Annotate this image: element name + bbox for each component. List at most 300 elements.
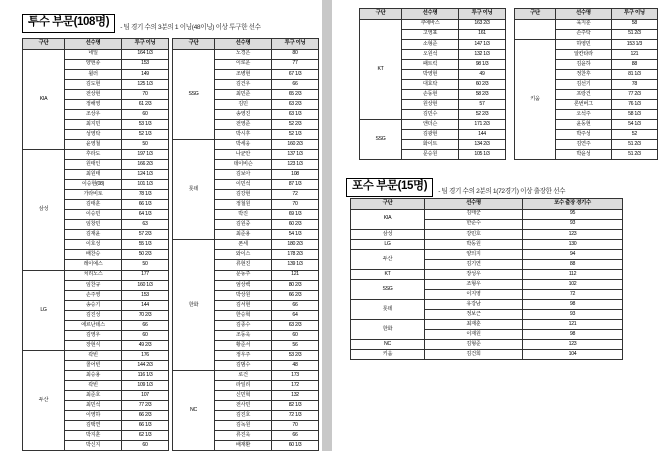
cell-player-name: 폰세 <box>215 240 272 250</box>
cell-value: 77 <box>272 59 319 69</box>
cell-player-name: 김서현 <box>215 300 272 310</box>
cell-player-name: 황준서 <box>215 340 272 350</box>
column-header-name: 선수명 <box>215 39 272 50</box>
cell-player-name: 김택연 <box>65 421 122 431</box>
cell-player-name: 김윤하 <box>555 59 611 69</box>
cell-player-name: 최민석 <box>65 401 122 411</box>
cell-player-name: 김영우 <box>65 330 122 340</box>
cell-value: 102 <box>523 279 623 289</box>
cell-value: 56 <box>272 340 319 350</box>
cell-value: 51 2/3 <box>611 140 657 150</box>
cell-player-name: 육지훈 <box>555 19 611 29</box>
cell-value: 104 <box>523 350 623 360</box>
cell-player-name: 최원태 <box>65 170 122 180</box>
cell-value: 77 2/3 <box>122 401 169 411</box>
cell-team: 두산 <box>351 249 425 269</box>
page-gutter <box>322 0 332 451</box>
pitcher-section-heading <box>22 14 261 33</box>
document-page-right <box>332 0 658 451</box>
cell-player-name: 김보아 <box>215 170 272 180</box>
cell-player-name: 김강현 <box>215 190 272 200</box>
cell-player-name: 박진 <box>215 210 272 220</box>
cell-value: 67 1/3 <box>272 69 319 79</box>
cell-player-name: 김녹원 <box>215 421 272 431</box>
cell-value: 98 1/3 <box>459 59 506 69</box>
cell-player-name: 이호성 <box>65 240 122 250</box>
cell-value: 105 1/3 <box>459 150 506 160</box>
cell-value: 58 2/3 <box>459 89 506 99</box>
cell-value: 144 <box>459 130 506 140</box>
cell-value: 57 <box>459 99 506 109</box>
cell-player-name: 박주성 <box>555 130 611 140</box>
cell-player-name: 박윤성 <box>555 150 611 160</box>
cell-value: 64 <box>272 310 319 320</box>
cell-value: 52 2/3 <box>272 119 319 129</box>
cell-player-name: 알칸타라 <box>555 49 611 59</box>
cell-value: 78 1/3 <box>122 190 169 200</box>
cell-value: 123 <box>523 340 623 350</box>
cell-value: 54 1/3 <box>272 230 319 240</box>
cell-player-name: 엄상백 <box>215 280 272 290</box>
cell-team: KIA <box>351 209 425 229</box>
cell-value: 163 2/3 <box>459 19 506 29</box>
cell-player-name: 정찬후 <box>555 69 611 79</box>
cell-player-name: 임창민 <box>65 220 122 230</box>
cell-player-name: 프랑건 <box>555 89 611 99</box>
cell-player-name: 김진성 <box>65 310 122 320</box>
cell-player-name: 정철원 <box>215 200 272 210</box>
cell-value: 94 <box>523 249 623 259</box>
cell-player-name: 조동욱 <box>215 330 272 340</box>
cell-value: 147 1/3 <box>459 39 506 49</box>
column-header-name: 선수명 <box>555 9 611 20</box>
cell-value: 58 <box>611 19 657 29</box>
cell-value: 65 2/3 <box>272 89 319 99</box>
cell-player-name: 고영표 <box>402 29 459 39</box>
cell-player-name: 송영진 <box>215 109 272 119</box>
cell-value: 51 2/3 <box>611 150 657 160</box>
cell-value: 52 1/3 <box>122 129 169 139</box>
cell-player-name: 문승원 <box>402 150 459 160</box>
cell-player-name: 전사민 <box>215 401 272 411</box>
cell-value: 108 <box>272 170 319 180</box>
cell-player-name: 성영탁 <box>65 129 122 139</box>
cell-player-name: 김태훈 <box>65 200 122 210</box>
catcher-section-title: 포수 부문(15명) <box>346 178 433 197</box>
cell-team: 삼성 <box>351 229 425 239</box>
cell-value: 49 <box>459 69 506 79</box>
cell-value: 53 2/3 <box>272 350 319 360</box>
cell-value: 98 <box>523 299 623 309</box>
cell-player-name: 이민석 <box>215 180 272 190</box>
stat-table <box>514 8 658 160</box>
cell-value: 66 2/3 <box>122 411 169 421</box>
pitcher-section-note: - 팀 경기 수의 3분의 1 이닝(48이닝) 이상 투구한 선수 <box>120 23 261 31</box>
table-row <box>351 249 623 259</box>
cell-value: 125 1/3 <box>122 79 169 89</box>
cell-player-name: 김진호 <box>215 411 272 421</box>
catcher-section-heading <box>346 178 565 197</box>
cell-player-name: 콜어빈 <box>65 360 122 370</box>
table-row <box>351 239 623 249</box>
cell-value: 130 <box>523 239 623 249</box>
cell-player-name: 오원석 <box>402 49 459 59</box>
cell-player-name: 이로운 <box>215 59 272 69</box>
cell-player-name: 박세웅 <box>215 139 272 149</box>
cell-player-name: 장현식 <box>65 340 122 350</box>
cell-player-name: 김민수 <box>402 109 459 119</box>
column-header-name: 선수명 <box>402 9 459 20</box>
cell-value: 64 1/3 <box>122 210 169 220</box>
cell-player-name: 와이스 <box>215 250 272 260</box>
cell-player-name: 양의지 <box>425 249 523 259</box>
cell-player-name: 박상원 <box>215 290 272 300</box>
cell-value: 172 <box>272 381 319 391</box>
table-row <box>351 299 623 309</box>
cell-team: KT <box>360 19 402 119</box>
cell-player-name: 노경은 <box>215 49 272 59</box>
cell-player-name: 앤더슨 <box>402 119 459 129</box>
cell-player-name: 후라도 <box>65 149 122 159</box>
table-header-row <box>360 9 506 20</box>
stat-table <box>350 198 623 360</box>
table-row <box>23 149 169 159</box>
cell-value: 50 <box>122 260 169 270</box>
column-header-team: 구단 <box>351 199 425 210</box>
cell-player-name: 류진욱 <box>215 431 272 441</box>
cell-value: 107 <box>122 391 169 401</box>
cell-value: 81 1/3 <box>611 69 657 79</box>
cell-value: 70 <box>122 89 169 99</box>
cell-value: 112 <box>523 269 623 279</box>
catcher-section-note: - 팀 경기 수의 2분의 1(72경기) 이상 출장한 선수 <box>438 187 566 195</box>
cell-value: 60 1/3 <box>272 441 319 451</box>
table-row <box>351 279 623 289</box>
pitcher-table-column-2 <box>172 38 319 451</box>
cell-value: 63 1/3 <box>272 109 319 119</box>
cell-value: 197 1/3 <box>122 149 169 159</box>
table-row <box>351 350 623 360</box>
cell-value: 66 <box>122 320 169 330</box>
cell-value: 72 <box>272 190 319 200</box>
cell-value: 153 <box>122 290 169 300</box>
cell-value: 160 2/3 <box>272 139 319 149</box>
table-row <box>360 19 506 29</box>
column-header-team: 구단 <box>360 9 402 20</box>
cell-value: 98 <box>523 330 623 340</box>
cell-value: 144 2/3 <box>122 360 169 370</box>
cell-player-name: 화이트 <box>402 140 459 150</box>
cell-player-name: 장성우 <box>425 269 523 279</box>
table-row <box>351 229 623 239</box>
cell-team: 두산 <box>23 350 65 450</box>
cell-player-name: 이승현(08) <box>65 180 122 190</box>
cell-value: 76 1/3 <box>611 99 657 109</box>
column-header-value: 포수 출장 경기수 <box>523 199 623 210</box>
cell-value: 63 <box>122 220 169 230</box>
cell-value: 82 1/3 <box>272 401 319 411</box>
cell-player-name: 조형우 <box>425 279 523 289</box>
cell-value: 48 <box>272 360 319 370</box>
cell-player-name: 오석주 <box>555 109 611 119</box>
cell-value: 49 2/3 <box>122 340 169 350</box>
cell-player-name: 레이예스 <box>65 260 122 270</box>
cell-player-name: 최준호 <box>65 391 122 401</box>
cell-player-name: 정해영 <box>65 99 122 109</box>
cell-player-name: 배재환 <box>215 441 272 451</box>
cell-player-name: 김광현 <box>402 130 459 140</box>
cell-player-name: 양현종 <box>65 59 122 69</box>
cell-value: 134 2/3 <box>459 140 506 150</box>
cell-value: 121 <box>611 49 657 59</box>
pitcher-section-title: 투수 부문(108명) <box>22 14 115 33</box>
cell-value: 52 <box>611 130 657 140</box>
cell-player-name: 김민 <box>215 99 272 109</box>
column-header-team: 구단 <box>23 39 65 50</box>
cell-value: 60 2/3 <box>272 220 319 230</box>
cell-value: 58 1/3 <box>611 109 657 119</box>
cell-value: 123 <box>523 229 623 239</box>
cell-value: 70 <box>272 421 319 431</box>
cell-player-name: 데이비슨 <box>215 160 272 170</box>
table-header-row <box>23 39 169 50</box>
cell-value: 176 <box>122 350 169 360</box>
cell-value: 66 <box>272 300 319 310</box>
cell-value: 52 2/3 <box>459 109 506 119</box>
cell-player-name: 나균안 <box>215 149 272 159</box>
cell-value: 149 <box>122 69 169 79</box>
cell-value: 60 2/3 <box>459 79 506 89</box>
cell-player-name: 김종수 <box>215 320 272 330</box>
cell-player-name: 박시후 <box>215 129 272 139</box>
cell-player-name: 정보근 <box>425 309 523 319</box>
cell-player-name: 임찬규 <box>65 280 122 290</box>
stat-table <box>22 38 169 451</box>
cell-value: 109 1/3 <box>122 381 169 391</box>
cell-player-name: 김기연 <box>425 259 523 269</box>
cell-player-name: 조병현 <box>215 69 272 79</box>
cell-team: SSG <box>351 279 425 299</box>
cell-player-name: 최재훈 <box>425 320 523 330</box>
cell-player-name: 이승민 <box>65 210 122 220</box>
cell-player-name: 김태군 <box>425 209 523 219</box>
column-header-team: 구단 <box>515 9 556 20</box>
cell-value: 60 <box>122 330 169 340</box>
cell-player-name: 손주영 <box>65 290 122 300</box>
cell-value: 161 <box>459 29 506 39</box>
cell-value: 66 <box>272 79 319 89</box>
cell-team: KIA <box>23 49 65 149</box>
cell-player-name: 이지영 <box>425 289 523 299</box>
cell-player-name: 김선기 <box>555 79 611 89</box>
cell-value: 61 2/3 <box>122 99 169 109</box>
cell-team: 롯데 <box>173 139 215 239</box>
cell-value: 95 <box>523 209 623 219</box>
cell-player-name: 김범수 <box>215 360 272 370</box>
cell-value: 50 <box>122 139 169 149</box>
table-row <box>515 39 658 49</box>
cell-value: 164 1/3 <box>122 49 169 59</box>
cell-value: 66 1/3 <box>122 200 169 210</box>
cell-team: 키움 <box>515 39 556 160</box>
table-row <box>173 240 319 250</box>
cell-player-name: 곽빈 <box>65 381 122 391</box>
cell-player-name: 김도현 <box>65 79 122 89</box>
cell-player-name: 박신지 <box>65 441 122 451</box>
table-header-row <box>173 39 319 50</box>
cell-value: 101 1/3 <box>122 180 169 190</box>
cell-player-name: 라일리 <box>215 381 272 391</box>
cell-player-name: 치리노스 <box>65 270 122 280</box>
cell-value: 77 2/3 <box>611 89 657 99</box>
cell-value: 72 1/3 <box>272 411 319 421</box>
cell-team: NC <box>351 340 425 350</box>
cell-player-name: 박지훈 <box>65 431 122 441</box>
cell-value: 69 1/3 <box>272 210 319 220</box>
cell-player-name: 문동주 <box>215 270 272 280</box>
cell-player-name: 이재원 <box>425 330 523 340</box>
cell-team: KT <box>351 269 425 279</box>
cell-player-name: 로건 <box>215 371 272 381</box>
cell-player-name: 김형준 <box>425 340 523 350</box>
cell-player-name: 최지민 <box>65 119 122 129</box>
cell-value: 60 <box>122 109 169 119</box>
pitcher-table-column-4 <box>514 8 658 160</box>
cell-value: 57 2/3 <box>122 230 169 240</box>
cell-player-name: 하영민 <box>555 39 611 49</box>
cell-player-name: 신민혁 <box>215 391 272 401</box>
pitcher-table-column-3 <box>359 8 506 160</box>
cell-value: 62 1/3 <box>122 431 169 441</box>
cell-value: 178 2/3 <box>272 250 319 260</box>
cell-value: 160 1/3 <box>122 280 169 290</box>
cell-player-name: 곽빈 <box>65 350 122 360</box>
cell-player-name: 패트릭 <box>402 59 459 69</box>
column-header-name: 선수명 <box>425 199 523 210</box>
cell-player-name: 윤동현 <box>555 119 611 129</box>
cell-player-name: 전영준 <box>215 119 272 129</box>
cell-value: 52 1/3 <box>272 129 319 139</box>
cell-player-name: 네일 <box>65 49 122 59</box>
table-row <box>173 139 319 149</box>
cell-player-name: 원태인 <box>65 160 122 170</box>
cell-player-name: 정우주 <box>215 350 272 360</box>
table-row <box>351 340 623 350</box>
cell-player-name: 박영현 <box>402 69 459 79</box>
column-header-value: 투구 이닝 <box>122 39 169 50</box>
cell-value: 66 2/3 <box>272 290 319 300</box>
stat-table <box>359 8 506 160</box>
cell-player-name: 한승혁 <box>215 310 272 320</box>
cell-team: LG <box>351 239 425 249</box>
cell-value: 63 2/3 <box>272 99 319 109</box>
cell-value: 153 <box>122 59 169 69</box>
cell-value: 116 1/3 <box>122 371 169 381</box>
cell-player-name: 김원중 <box>215 220 272 230</box>
cell-value: 124 1/3 <box>122 170 169 180</box>
cell-value: 60 <box>272 330 319 340</box>
cell-player-name: 박동원 <box>425 239 523 249</box>
table-header-row <box>351 199 623 210</box>
column-header-name: 선수명 <box>65 39 122 50</box>
cell-player-name: 송승기 <box>65 300 122 310</box>
cell-player-name: 유강남 <box>425 299 523 309</box>
cell-player-name: 김재윤 <box>65 230 122 240</box>
cell-value: 78 <box>611 79 657 89</box>
cell-player-name: 최승용 <box>65 371 122 381</box>
cell-player-name: 김건우 <box>215 79 272 89</box>
cell-value: 80 2/3 <box>272 280 319 290</box>
cell-value: 137 1/3 <box>272 149 319 159</box>
cell-team: 롯데 <box>351 299 425 319</box>
cell-player-name: 윤영철 <box>65 139 122 149</box>
cell-player-name: 손동현 <box>402 89 459 99</box>
table-row <box>351 209 623 219</box>
cell-team <box>515 19 556 39</box>
cell-value: 121 <box>272 270 319 280</box>
table-row <box>23 49 169 59</box>
table-row <box>173 49 319 59</box>
stat-table <box>172 38 319 451</box>
document-page-left <box>0 0 322 451</box>
table-header-row <box>515 9 658 20</box>
cell-player-name: 소형준 <box>402 39 459 49</box>
cell-value: 177 <box>122 270 169 280</box>
cell-team: SSG <box>173 49 215 139</box>
table-row <box>351 320 623 330</box>
cell-team: 한화 <box>173 240 215 371</box>
cell-player-name: 원상현 <box>402 99 459 109</box>
table-row <box>23 350 169 360</box>
cell-player-name: 류현진 <box>215 260 272 270</box>
cell-value: 51 2/3 <box>611 29 657 39</box>
cell-team: SSG <box>360 119 402 159</box>
cell-value: 121 <box>523 320 623 330</box>
table-row <box>515 19 658 29</box>
cell-value: 153 1/3 <box>611 39 657 49</box>
cell-value: 72 <box>523 289 623 299</box>
cell-value: 132 <box>272 391 319 401</box>
cell-value: 54 1/3 <box>611 119 657 129</box>
cell-value: 173 <box>272 371 319 381</box>
catcher-table-wrap <box>346 198 623 360</box>
cell-player-name: 최준용 <box>215 230 272 240</box>
cell-value: 60 <box>122 441 169 451</box>
cell-player-name: 이영하 <box>65 411 122 421</box>
cell-value: 139 1/3 <box>272 260 319 270</box>
cell-player-name: 대효탁 <box>402 79 459 89</box>
column-header-value: 투구 이닝 <box>459 9 506 20</box>
column-header-value: 투구 이닝 <box>611 9 657 20</box>
cell-player-name: 김연주 <box>555 140 611 150</box>
cell-player-name: 가라비토 <box>65 190 122 200</box>
cell-value: 123 1/3 <box>272 160 319 170</box>
cell-value: 180 2/3 <box>272 240 319 250</box>
cell-value: 88 <box>611 59 657 69</box>
table-row <box>173 371 319 381</box>
cell-player-name: 조상우 <box>65 109 122 119</box>
cell-player-name: 최민준 <box>215 89 272 99</box>
cell-value: 50 2/3 <box>122 250 169 260</box>
cell-value: 80 <box>272 49 319 59</box>
cell-value: 144 <box>122 300 169 310</box>
cell-team: 키움 <box>351 350 425 360</box>
cell-value: 55 1/3 <box>122 240 169 250</box>
cell-value: 93 <box>523 219 623 229</box>
cell-team: NC <box>173 371 215 451</box>
cell-value: 171 2/3 <box>459 119 506 129</box>
cell-player-name: 김건희 <box>425 350 523 360</box>
